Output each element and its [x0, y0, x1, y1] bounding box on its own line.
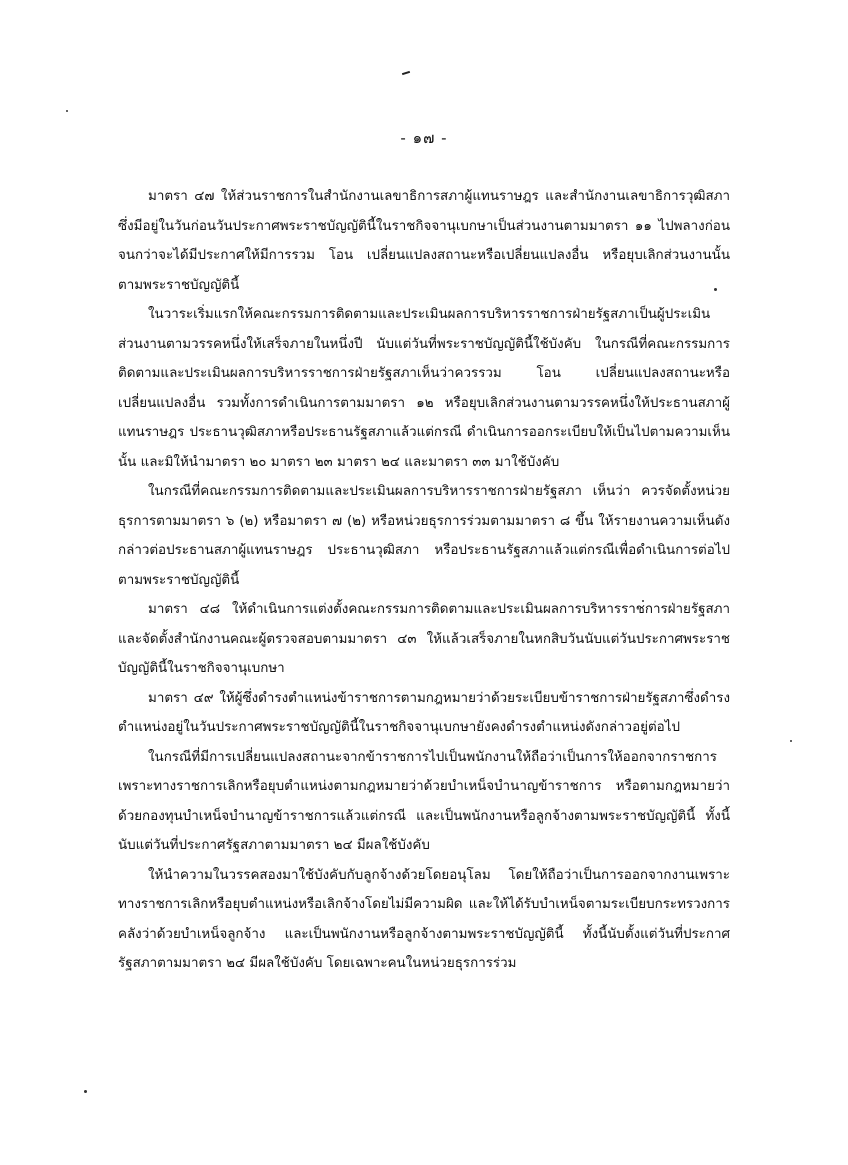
page-number: - ๑๗ - [400, 129, 448, 147]
scan-speck [790, 740, 792, 742]
scan-mark [402, 71, 410, 75]
paragraph-section-49: มาตรา ๔๙ ให้ผู้ซึ่งดำรงตำแหน่งข้าราชการตามกฎหมายว่าด้วยระเบียบข้าราชการฝ่ายรัฐสภาซึ่งดำรงตำแหน่งอยู่ในวันประกาศพระราชบัญญัตินี้ในราชกิจจานุเบกษายังคงดำรงตำแหน่งดังกล่าวอยู่ต่อไป [118, 690, 730, 735]
scan-speck [714, 288, 717, 291]
paragraph-initial-assessment: ในวาระเริ่มแรกให้คณะกรรมการติดตามและประเมินผลการบริหารราชการฝ่ายรัฐสภาเป็นผู้ประเมินส่วนงานตามวรรคหนึ่งให้เสร็จภายในหนึ่งปี นับแต่วันที่พระราชบัญญัตินี้ใช้บังคับ ในกรณีที่คณะกรรมการติดตามและประเมินผลการบริหารราชการฝ่ายรัฐสภาเห็นว่าควรรวม โอน เปลี่ยนแปลงสถานะหรือเปลี่ยนแปลงอื่น รวมทั้งการดำเนินการตามมาตรา ๑๒ หรือยุบเลิกส่วนงานตามวรรคหนึ่งให้ประธานสภาผู้แทนราษฎร ประธานวุฒิสภาหรือประธานรัฐสภาแล้วแต่กรณี ดำเนินการออกระเบียบให้เป็นไปตามความเห็นนั้น และมิให้นำมาตรา ๒๐ มาตรา ๒๓ มาตรา ๒๔ และมาตรา ๓๓ มาใช้บังคับ [118, 307, 730, 470]
document-body [118, 182, 730, 979]
paragraph-employees: ให้นำความในวรรคสองมาใช้บังคับกับลูกจ้างด้วยโดยอนุโลม โดยให้ถือว่าเป็นการออกจากงานเพราะทางราชการเลิกหรือยุบตำแหน่งหรือเลิกจ้างโดยไม่มีความผิด และให้ได้รับบำเหน็จตามระเบียบกระทรวงการคลังว่าด้วยบำเหน็จลูกจ้าง และเป็นพนักงานหรือลูกจ้างตามพระราชบัญญัตินี้ ทั้งนี้นับตั้งแต่วันที่ประกาศรัฐสภาตามมาตรา ๒๔ มีผลใช้บังคับ โดยเฉพาะคนในหน่วยธุรการร่วม [118, 867, 730, 971]
scan-speck [66, 110, 68, 112]
scan-speck [84, 1090, 87, 1093]
paragraph-section-48: มาตรา ๔๘ ให้ดำเนินการแต่งตั้งคณะกรรมการติดตามและประเมินผลการบริหารราชการฝ่ายรัฐสภา และจัดตั้งสำนักงานคณะผู้ตรวจสอบตามมาตรา ๔๓ ให้แล้วเสร็จภายในหกสิบวันนับแต่วันประกาศพระราชบัญญัตินี้ในราชกิจจานุเบกษา [118, 602, 730, 676]
paragraph-administrative-unit: ในกรณีที่คณะกรรมการติดตามและประเมินผลการบริหารราชการฝ่ายรัฐสภา เห็นว่า ควรจัดตั้งหน่วยธุรการตามมาตรา ๖ (๒) หรือมาตรา ๗ (๒) หรือหน่วยธุรการร่วมตามมาตรา ๘ ขึ้น ให้รายงานความเห็นดังกล่าวต่อประธานสภาผู้แทนราษฎร ประธานวุฒิสภา หรือประธานรัฐสภาแล้วแต่กรณีเพื่อดำเนินการต่อไปตามพระราชบัญญัตินี้ [118, 484, 730, 588]
scan-speck [642, 600, 644, 602]
paragraph-section-47: มาตรา ๔๗ ให้ส่วนราชการในสำนักงานเลขาธิการสภาผู้แทนราษฎร และสำนักงานเลขาธิการวุฒิสภา ซึ่งมีอยู่ในวันก่อนวันประกาศพระราชบัญญัตินี้ในราชกิจจานุเบกษาเป็นส่วนงานตามมาตรา ๑๑ ไปพลางก่อนจนกว่าจะได้มีประกาศให้มีการรวม โอน เปลี่ยนแปลงสถานะหรือเปลี่ยนแปลงอื่น หรือยุบเลิกส่วนงานนั้นตามพระราชบัญญัตินี้ [118, 189, 730, 293]
paragraph-status-change: ในกรณีที่มีการเปลี่ยนแปลงสถานะจากข้าราชการไปเป็นพนักงานให้ถือว่าเป็นการให้ออกจากราชการเพราะทางราชการเลิกหรือยุบตำแหน่งตามกฎหมายว่าด้วยบำเหน็จบำนาญข้าราชการ หรือตามกฎหมายว่าด้วยกองทุนบำเหน็จบำนาญข้าราชการแล้วแต่กรณี และเป็นพนักงานหรือลูกจ้างตามพระราชบัญญัตินี้ ทั้งนี้นับแต่วันที่ประกาศรัฐสภาตามมาตรา ๒๔ มีผลใช้บังคับ [118, 749, 730, 853]
